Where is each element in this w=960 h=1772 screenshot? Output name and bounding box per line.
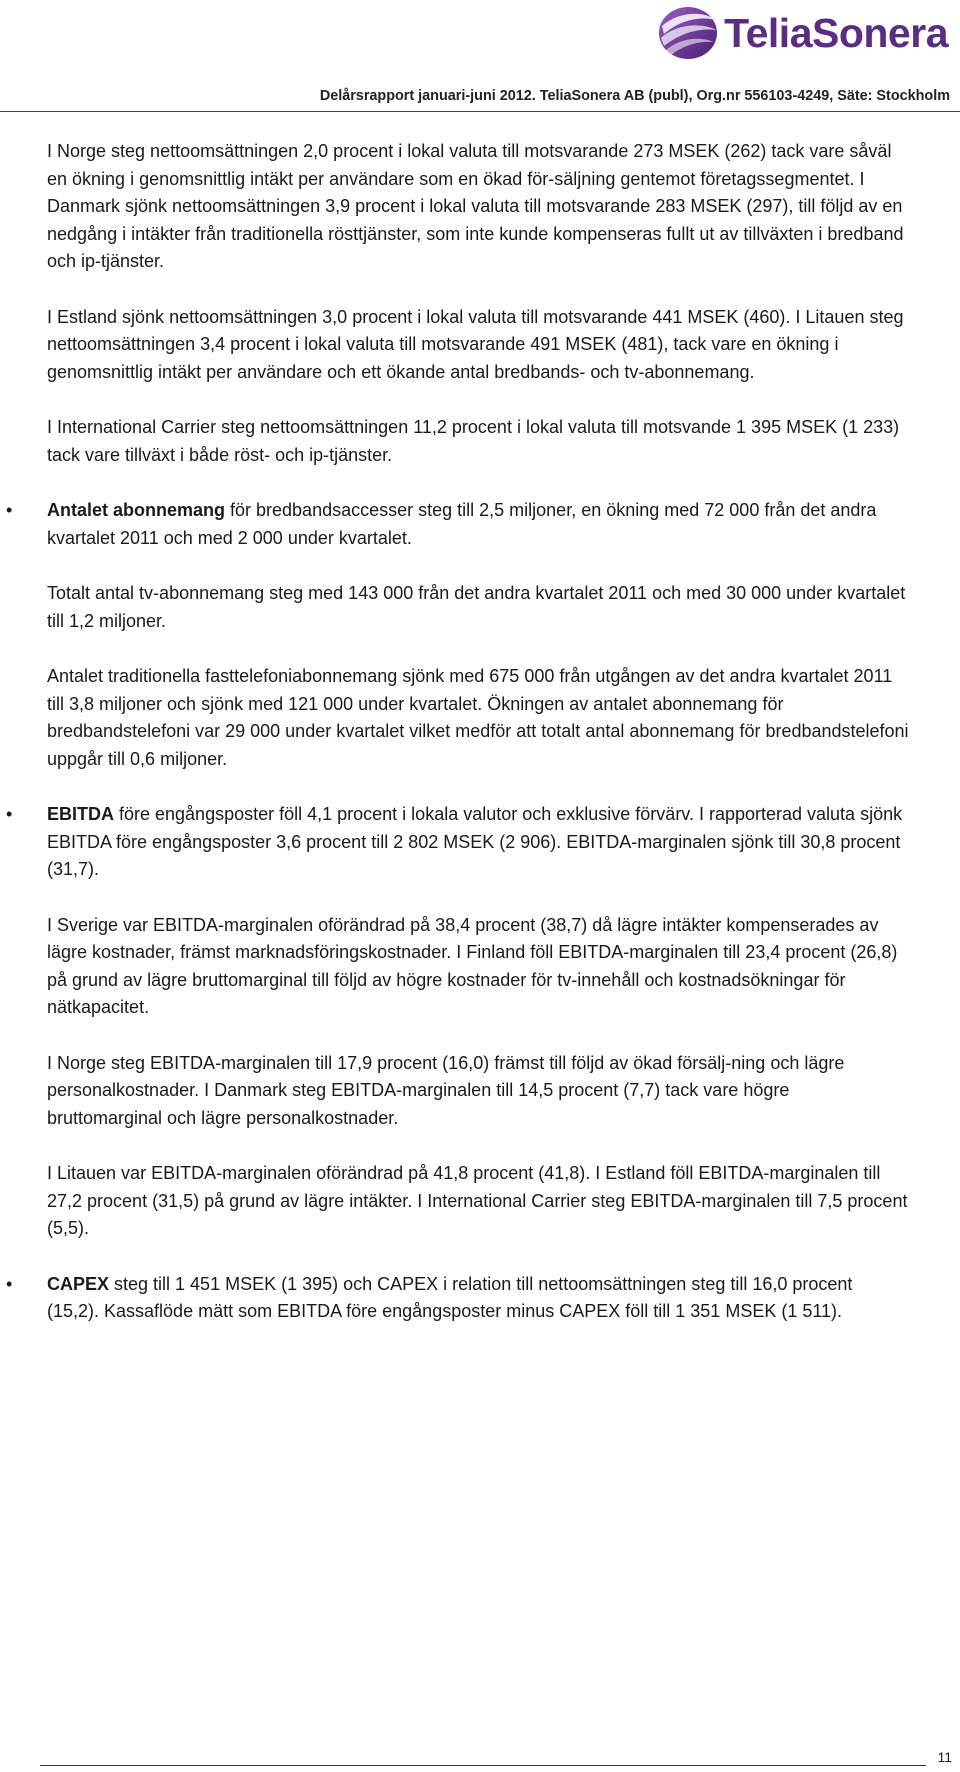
header-divider [0,111,960,112]
paragraph-estonia-lithuania: I Estland sjönk nettoomsättningen 3,0 procent i lokal valuta till motsvarande 441 MSEK (460). I Litauen steg nettoomsättningen 3,4 procent i lokal valuta till motsvarande 491 MSEK (481), tack vare en ökning i genomsnittlig intäkt per användare och ett ökande antal bredbands- och tv-abonnemang. [47,306,904,382]
report-header: Delårsrapport januari-juni 2012. TeliaSonera AB (publ), Org.nr 556103-4249, Säte: Stockholm [319,88,950,104]
paragraph-international-carrier: I International Carrier steg nettoomsättningen 11,2 procent i lokal valuta till motsvande 1 395 MSEK (1 233) tack vare tillväxt i både röst- och ip-tjänster. [47,417,900,465]
bullet-subscriptions-heading: Antalet abonnemang [47,500,226,520]
teliasonera-logo-icon [656,4,720,62]
bullet-capex-text: steg till 1 451 MSEK (1 395) och CAPEX i relation till nettoomsättningen steg till 16,0 procent (15,2). Kassaflöde mätt som EBITDA före engångsposter minus CAPEX föll till 1 351 MSEK (1 511). [47,1273,853,1321]
paragraph-sweden-finland: I Sverige var EBITDA-marginalen oförändrad på 38,4 procent (38,7) då lägre intäkter kompenserades av lägre kostnader, främst marknadsföringskostnader. I Finland föll EBITDA-marginalen till 23,4 procent (26,8) på grund av lägre bruttomarginal till följd av högre kostnader för tv-innehåll och kostnadsökningar för nätkapacitet. [47,914,898,1017]
paragraph-fixed-telephony: Antalet traditionella fasttelefoniabonnemang sjönk med 675 000 från utgången av det andra kvartalet 2011 till 3,8 miljoner och sjönk med 121 000 under kvartalet. Ökningen av antalet abonnemang för bredbandstelefoni var 29 000 under kvartalet vilket medför att totalt antal abonnemang för bredbandstelefoni uppgår till 0,6 miljoner. [47,666,909,769]
bullet-ebitda [6,801,909,884]
bullet-icon: • [6,1273,13,1294]
bullet-ebitda-text: före engångsposter föll 4,1 procent i lokala valutor och exklusive förvärv. I rapporterad valuta sjönk EBITDA före engångsposter 3,6 procent till 2 802 MSEK (2 906). EBITDA-marginalen sjönk till 30,8 procent (31,7). [47,804,903,879]
footer-divider [40,1765,926,1766]
page-number: 11 [937,1749,952,1765]
company-logo [656,4,948,62]
bullet-icon: • [6,804,13,824]
bullet-icon: • [6,500,13,520]
paragraph-norway-denmark: I Norge steg nettoomsättningen 2,0 procent i lokal valuta till motsvarande 273 MSEK (262) tack vare såväl en ökning i genomsnittlig intäkt per användare som en ökad för-säljning gentemot företagssegmentet. I Danmark sjönk nettoomsättningen 3,9 procent i lokal valuta till motsvarande 283 MSEK (297), till följd av en nedgång i intäkter från traditionella rösttjänster, som inte kunde kompenseras fullt ut av tillväxten i bredband och ip-tjänster. [47,141,904,271]
document-body [6,138,909,1354]
bullet-subscriptions-text: för bredbandsaccesser steg till 2,5 miljoner, en ökning med 72 000 från det andra kvartalet 2011 och med 2 000 under kvartalet. [47,500,877,548]
paragraph-norway-denmark-ebitda: I Norge steg EBITDA-marginalen till 17,9 procent (16,0) främst till följd av ökad försälj-ning och lägre personalkostnader. I Danmark steg EBITDA-marginalen till 14,5 procent (7,7) tack vare högre bruttomarginal och lägre personalkostnader. [47,1052,845,1128]
paragraph-tv-subscriptions: Totalt antal tv-abonnemang steg med 143 000 från det andra kvartalet 2011 och med 30 000 under kvartalet till 1,2 miljoner. [47,583,906,631]
bullet-capex [6,1271,909,1326]
bullet-subscriptions [6,497,909,552]
bullet-ebitda-heading: EBITDA [47,804,114,824]
paragraph-lithuania-estonia-ebitda: I Litauen var EBITDA-marginalen oförändrad på 41,8 procent (41,8). I Estland föll EBITDA-marginalen till 27,2 procent (31,5) på grund av lägre intäkter. I International Carrier steg EBITDA-marginalen till 7,5 procent (5,5). [47,1163,908,1238]
logo-wordmark: TeliaSonera [724,9,948,56]
bullet-capex-heading: CAPEX [47,1273,110,1294]
